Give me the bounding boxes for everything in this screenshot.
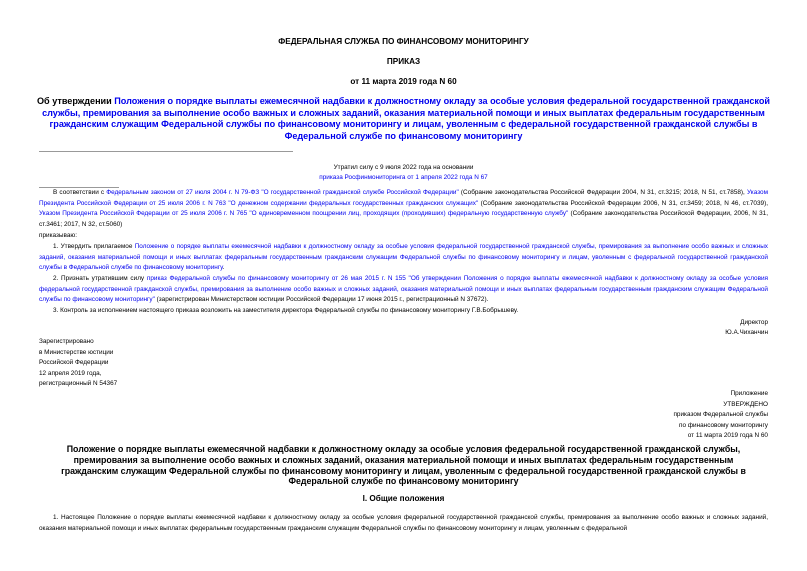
item-2-link[interactable]: приказ Федеральной службы по финансовому мониторингу от 26 мая 2015 г. N 155 "Об утверждении Положения о порядке выплаты ежемесячной надбавки к должностному окладу за особые условия федеральной государственной гражданской службы, премирования за выполнение особо важных и сложных заданий, оказания материальной помощи и иных выплатах федеральным государственным гражданским служащим Федеральной службы по финансовому мониторингу" bbox=[39, 275, 768, 304]
title-prefix: Об утверждении bbox=[36, 96, 115, 106]
registration-line-2: в Министерстве юстиции bbox=[39, 349, 114, 356]
divider-top bbox=[39, 151, 293, 152]
item-1-link[interactable]: Положение о порядке выплаты ежемесячной надбавки к должностному окладу за особые условия федеральной государственной гражданской службы, премирования за выполнение особо важных и сложных заданий, оказания материальной помощи и иных выплатах федеральным государственным гражданским служащим Федеральной службы по финансовому мониторингу и лицам, уволенным с федеральной государственной гражданской службы в Федеральной службе по финансовому мониторингу bbox=[39, 243, 768, 272]
decree-763-link[interactable]: Указом Президента Российской Федерации от 25 июля 2006 г. N 763 "О денежном содержании федеральных государственных гражданских служащих" bbox=[39, 189, 768, 207]
document-type: ПРИКАЗ bbox=[386, 57, 421, 66]
signature-position: Директор bbox=[740, 319, 768, 326]
regulation-title: Положение о порядке выплаты ежемесячной надбавки к должностному окладу за особые условия федеральной государственной гражданской службы, премирования за выполнение особо важных и сложных заданий, оказания материальной помощи и иных выплатах федеральным государственным гражданским служащим Федеральной службы по финансовому мониторингу и лицам, уволенным с федеральной государственной гражданской службы в Федеральной службе по финансовому мониторингу bbox=[61, 444, 746, 487]
registration-line-3: Российской Федерации bbox=[39, 359, 109, 366]
appendix-line-2: УТВЕРЖДЕНО bbox=[723, 401, 768, 408]
preamble-paragraph: В соответствии с Федеральным законом от 27 июля 2004 г. N 79-ФЗ "О государственной гражданской службе Российской Федерации" (Собрание законодательства Российской Федерации 2004, N 31, ст.3215; 2018, N 51, ст.7858), Указом Президента Российской Федерации от 25 июля 2006 г. N 763 "О денежном содержании федеральных государственных гражданских служащих" (Собрание законодательства Российской Федерации 2006, N 31, ст.3459; 2018, N 46, ст.7039), Указом Президента Российской Федерации от 25 июля 2006 г. N 765 "О единовременном поощрении лиц, проходящих (проходивших) федеральную государственную службу" (Собрание законодательства Российской Федерации, 2006, N 31, ст.3461; 2017, N 32, ст.5060) bbox=[39, 189, 768, 228]
agency-heading: ФЕДЕРАЛЬНАЯ СЛУЖБА ПО ФИНАНСОВОМУ МОНИТОРИНГУ bbox=[278, 37, 529, 46]
federal-law-link[interactable]: Федеральным законом от 27 июля 2004 г. N 79-ФЗ "О государственной гражданской службе Российской Федерации" bbox=[106, 189, 459, 196]
registration-line-4: 12 апреля 2019 года, bbox=[39, 370, 102, 377]
item-3: 3. Контроль за исполнением настоящего приказа возложить на заместителя директора Федеральной службы по финансовому мониторингу Г.В.Бобрышеву. bbox=[53, 307, 519, 314]
document-title bbox=[22, 96, 785, 142]
registration-line-1: Зарегистрировано bbox=[39, 338, 94, 345]
item-2: 2. Признать утратившим силу приказ Федеральной службы по финансовому мониторингу от 26 мая 2015 г. N 155 "Об утверждении Положения о порядке выплаты ежемесячной надбавки к должностному окладу за особые условия федеральной государственной гражданской службы, премирования за выполнение особо важных и сложных заданий, оказания материальной помощи и иных выплатах федеральным государственным гражданским служащим Федеральной службы по финансовому мониторингу" (зарегистрирован Министерством юстиции Российской Федерации 17 июня 2015 г., регистрационный N 37672). bbox=[39, 275, 768, 304]
document-date-number: от 11 марта 2019 года N 60 bbox=[350, 77, 457, 86]
status-note-link[interactable]: приказа Росфинмониторинга от 1 апреля 2022 года N 67 bbox=[319, 174, 488, 181]
registration-line-5: регистрационный N 54367 bbox=[39, 380, 118, 387]
section-1-paragraph-1: 1. Настоящее Положение о порядке выплаты ежемесячной надбавки к должностному окладу за особые условия федеральной государственной гражданской службы, премирования за выполнение особо важных и сложных заданий, оказания материальной помощи и иных выплатах федеральным государственным гражданским служащим Федеральной службы по финансовому мониторингу и лицам, уволенным с федеральной bbox=[39, 514, 768, 532]
appendix-line-1: Приложение bbox=[730, 390, 768, 397]
status-note-text: Утратил силу с 9 июля 2022 года на основании bbox=[333, 164, 474, 171]
signature-name: Ю.А.Чиханчин bbox=[725, 329, 768, 336]
decree-765-link[interactable]: Указом Президента Российской Федерации от 25 июля 2006 г. N 765 "О единовременном поощрении лиц, проходящих (проходивших) федеральную государственную службу" bbox=[39, 210, 569, 218]
section-1-title: I. Общие положения bbox=[362, 494, 445, 503]
appendix-line-3: приказом Федеральной службы bbox=[673, 411, 768, 418]
item-1: 1. Утвердить прилагаемое Положение о порядке выплаты ежемесячной надбавки к должностному окладу за особые условия федеральной государственной гражданской службы, премирования за выполнение особо важных и сложных заданий, оказания материальной помощи и иных выплатах федеральным государственным гражданским служащим Федеральной службы по финансовому мониторингу и лицам, уволенным с федеральной государственной гражданской службы в Федеральной службе по финансовому мониторингу. bbox=[39, 243, 768, 272]
title-link[interactable]: Положения о порядке выплаты ежемесячной надбавки к должностному окладу за особые условия федеральной государственной гражданской службы, премирования за выполнение особо важных и сложных заданий, оказания материальной помощи и иных выплатах федеральным государственным гражданским служащим Федеральной службы по финансовому мониторингу и лицам, уволенным с федеральной государственной гражданской службы в Федеральной службе по финансовому мониторингу bbox=[42, 96, 770, 141]
order-word: приказываю: bbox=[39, 232, 77, 239]
appendix-line-4: по финансовому мониторингу bbox=[678, 422, 768, 429]
appendix-line-5: от 11 марта 2019 года N 60 bbox=[687, 432, 768, 439]
